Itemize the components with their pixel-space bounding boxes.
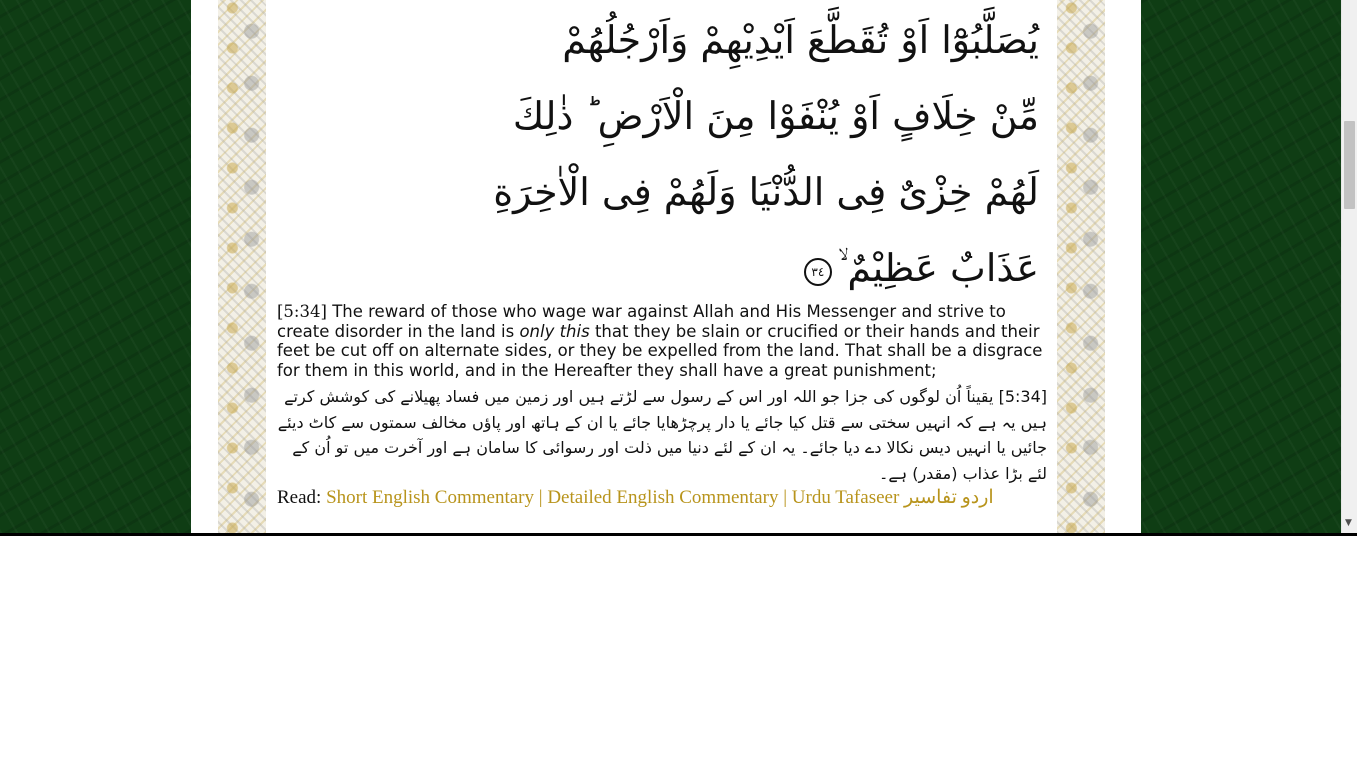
english-translation (277, 302, 1052, 380)
scrollbar-thumb[interactable] (1344, 121, 1355, 209)
verse-page (191, 0, 1141, 533)
ornamental-border-right (1057, 0, 1105, 533)
read-label: Read: (277, 487, 322, 508)
translation-italic: only this (519, 321, 590, 341)
commentary-links (277, 486, 1057, 510)
detailed-english-commentary-link[interactable]: Detailed English Commentary (547, 487, 779, 508)
urdu-translation-text: یقیناً اُن لوگوں کی جزا جو اللہ اور اس کے رسول سے لڑتے ہیں اور زمین میں فساد پھیلانے کی کوشش کرتے ہیں یہ ہے کہ انہیں سختی سے قتل کیا جائے یا دار پرچڑھایا جائے یا ان کے ہاتھ اور پاؤں مخالف سمتوں سے کاٹ دیئے جائیں یا انہیں دیس نکالا دے دیا جائے۔ یہ ان کے لئے دنیا میں ذلت اور رسوائی کا سامان ہے اور آخرت میں تو اُن کے لئے بڑا عذاب (مقدر) ہے۔ (277, 387, 1047, 483)
verse-reference: [5:34] (998, 387, 1047, 406)
translation-text: that they be slain or crucified or their hands and their feet be cut off on alternate sides, or they be expelled from the land. That shall be a disgrace for them in this world, and in the Hereafter they shall have a great punishment; (277, 321, 1043, 380)
verse-reference: [5:34] (277, 302, 327, 321)
link-separator: | (783, 487, 788, 508)
frame-bottom-border (0, 533, 1357, 536)
scroll-down-arrow-icon[interactable]: ▼ (1345, 518, 1352, 528)
arabic-line (279, 230, 1039, 306)
vertical-scrollbar[interactable] (1341, 0, 1357, 533)
short-english-commentary-link[interactable]: Short English Commentary (326, 487, 535, 508)
urdu-translation (277, 384, 1047, 486)
translation-text: The reward of those who wage war against Allah and His Messenger and strive to create disorder in the land is (277, 302, 1006, 341)
arabic-line: لَهُمْ خِزْىٌ فِى الدُّنْيَا وَلَهُمْ فِى الْاٰخِرَةِ (493, 170, 1039, 214)
ayah-number-marker: ٣٤ (804, 258, 832, 286)
ornamental-border-left (218, 0, 266, 533)
urdu-tafaseer-native-link[interactable]: اردو تفاسیر (904, 487, 994, 508)
urdu-tafaseer-link[interactable]: Urdu Tafaseer (791, 487, 900, 508)
link-separator: | (538, 487, 543, 508)
arabic-line-text: عَذَابٌ عَظِيْمٌ ۙ (837, 246, 1039, 290)
arabic-line: يُصَلَّبُوْٓا اَوْ تُقَطَّعَ اَيْدِيْهِمْ وَاَرْجُلُهُمْ (562, 18, 1039, 62)
arabic-verse (279, 0, 1039, 306)
arabic-line: مِّنْ خِلَافٍ اَوْ يُنْفَوْا مِنَ الْاَرْضِ ؕ ذٰلِكَ (512, 94, 1039, 138)
